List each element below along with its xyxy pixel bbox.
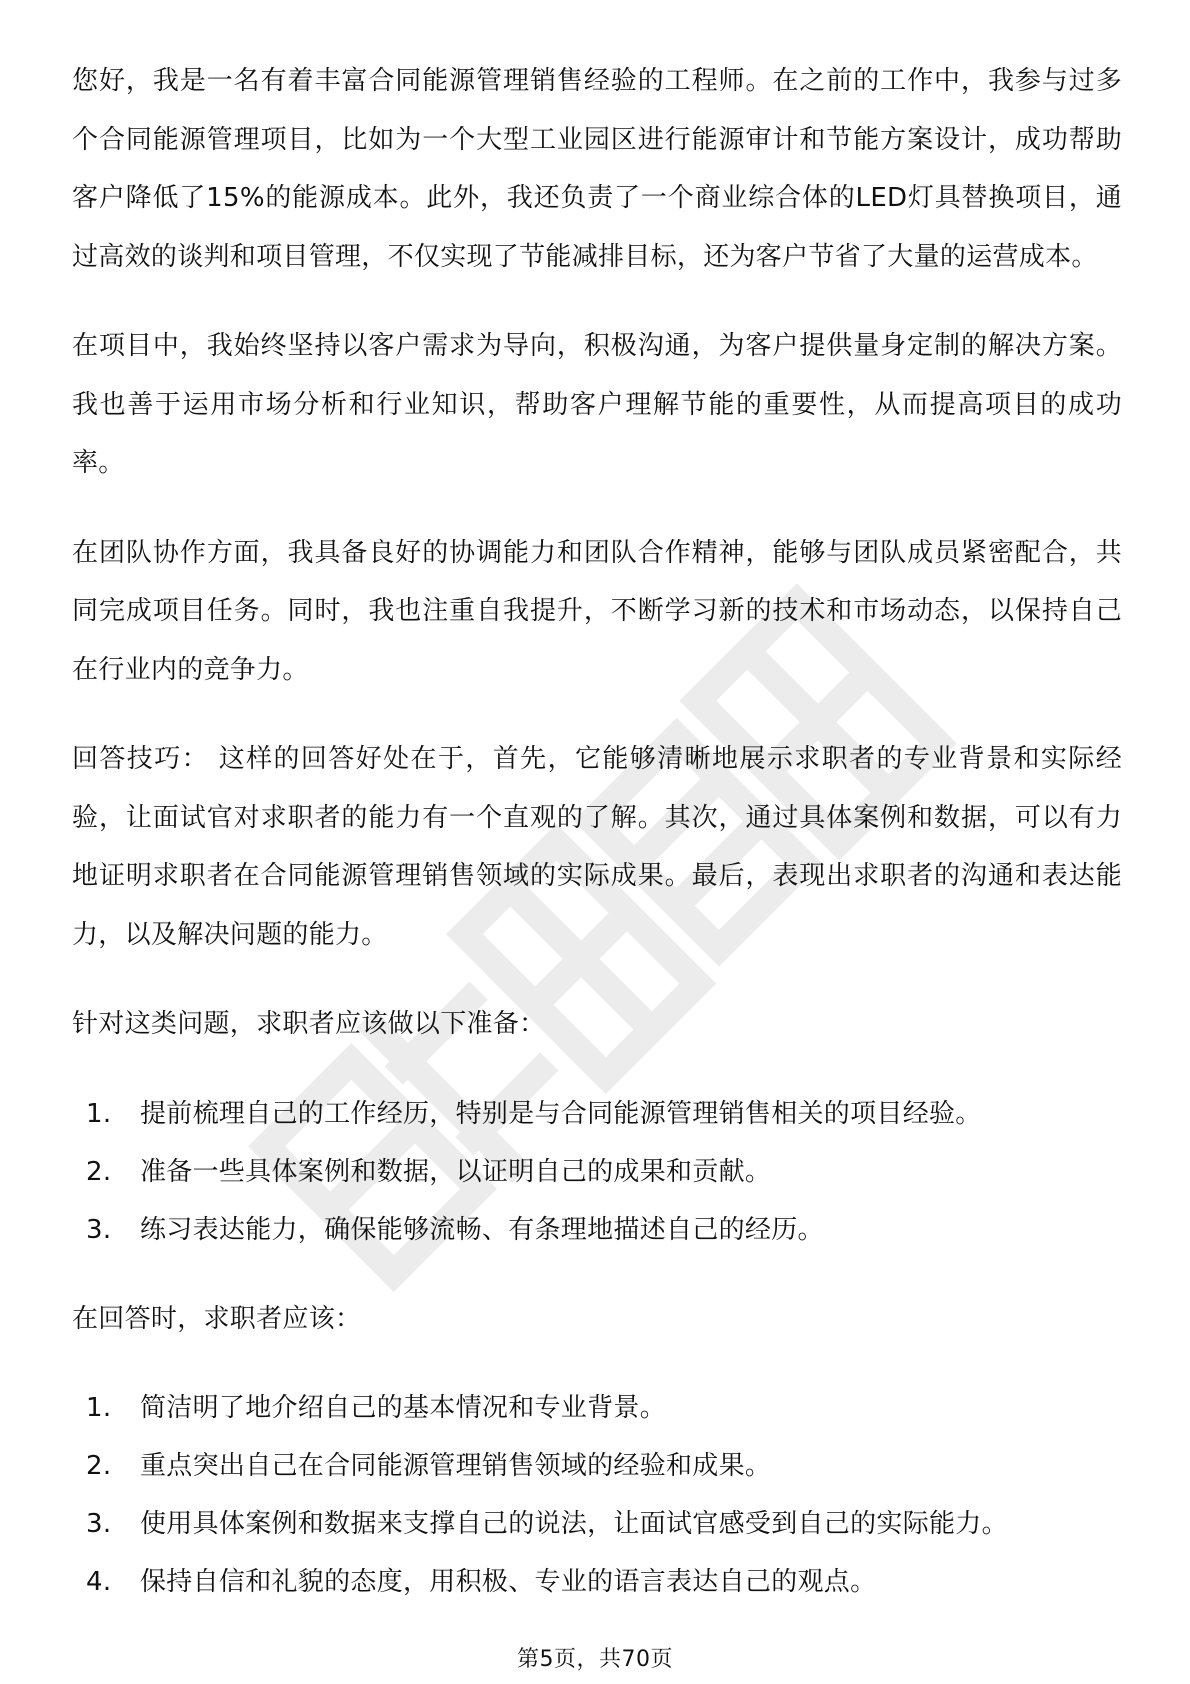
list-number: 2.: [86, 1156, 112, 1187]
list-text: 保持自信和礼貌的态度，用积极、专业的语言表达自己的观点。: [140, 1567, 877, 1597]
list-item: [72, 1085, 1122, 1143]
list-text: 提前梳理自己的工作经历，特别是与合同能源管理销售相关的项目经验。: [140, 1098, 982, 1129]
list-item: [72, 1495, 1122, 1553]
prep-intro: 针对这类问题，求职者应该做以下准备：: [72, 1009, 546, 1039]
list-number: 4.: [86, 1567, 112, 1597]
intro-paragraph: 您好，我是一名有着丰富合同能源管理销售经验的工程师。在之前的工作中，我参与过多个合同能源管理项目，比如为一个大型工业园区进行能源审计和节能方案设计，成功帮助客户降低了15%的能源成本。此外，我还负责了一个商业综合体的LED灯具替换项目，通过高效的谈判和项目管理，不仅实现了节能减排目标，还为客户节省了大量的运营成本。: [72, 66, 1122, 272]
teamwork-paragraph: 在团队协作方面，我具备良好的协调能力和团队合作精神，能够与团队成员紧密配合，共同完成项目任务。同时，我也注重自我提升，不断学习新的技术和市场动态，以保持自己在行业内的竞争力。: [72, 537, 1122, 685]
list-number: 3.: [86, 1509, 112, 1539]
list-item: [72, 1201, 1122, 1259]
list-text: 练习表达能力，确保能够流畅、有条理地描述自己的经历。: [140, 1214, 824, 1245]
list-text: 简洁明了地介绍自己的基本情况和专业背景。: [140, 1393, 667, 1423]
list-item: [72, 1437, 1122, 1495]
page-footer: 第5页，共70页: [517, 1647, 673, 1672]
list-item: [72, 1143, 1122, 1201]
list-number: 1.: [86, 1098, 112, 1129]
approach-paragraph: 在项目中，我始终坚持以客户需求为导向，积极沟通，为客户提供量身定制的解决方案。我也善于运用市场分析和行业知识，帮助客户理解节能的重要性，从而提高项目的成功率。: [72, 331, 1122, 478]
list-text: 准备一些具体案例和数据，以证明自己的成果和贡献。: [140, 1156, 772, 1187]
list-text: 重点突出自己在合同能源管理销售领域的经验和成果。: [140, 1451, 772, 1481]
answer-intro: 在回答时，求职者应该：: [72, 1303, 362, 1334]
answer-list: [72, 1379, 1122, 1611]
list-text: 使用具体案例和数据来支撑自己的说法，让面试官感受到自己的实际能力。: [140, 1509, 1008, 1539]
list-item: [72, 1553, 1122, 1611]
list-number: 2.: [86, 1451, 112, 1481]
main-content: [72, 52, 1122, 1642]
prep-list: [72, 1085, 1122, 1259]
list-number: 1.: [86, 1393, 112, 1423]
list-item: [72, 1379, 1122, 1437]
list-number: 3.: [86, 1214, 112, 1245]
answer-tips-paragraph: 回答技巧： 这样的回答好处在于，首先，它能够清晰地展示求职者的专业背景和实际经验，让面试官对求职者的能力有一个直观的了解。其次，通过具体案例和数据，可以有力地证明求职者在合同能源管理销售领域的实际成果。最后，表现出求职者的沟通和表达能力，以及解决问题的能力。: [72, 744, 1122, 950]
